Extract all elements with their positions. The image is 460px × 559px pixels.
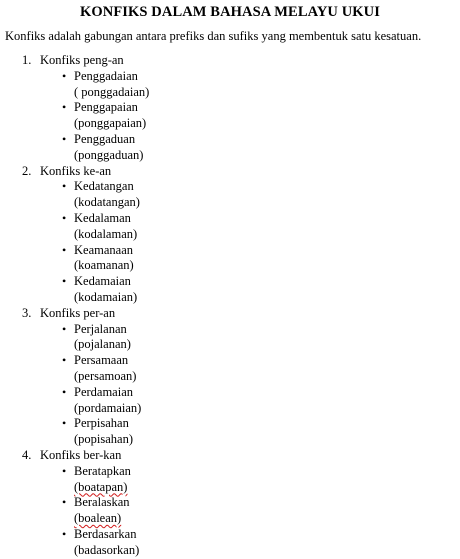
bullet-icon: • (62, 463, 67, 478)
item-word: Kedamaian (74, 274, 131, 289)
section-number: 3. (22, 305, 32, 320)
item-word: Perjalanan (74, 321, 127, 336)
item-word: Keamanaan (74, 242, 133, 257)
bullet-icon: • (62, 131, 67, 146)
spellcheck-squiggle: (boalean) (74, 511, 122, 526)
list-item (0, 100, 460, 132)
spellcheck-squiggle: (boatapan) (74, 479, 128, 494)
bullet-icon: • (62, 526, 67, 541)
item-ukui-word (74, 480, 460, 496)
item-ukui-word: (badasorkan) (74, 542, 140, 557)
item-ukui-word: (pordamaian) (74, 400, 142, 415)
bullet-icon: • (62, 242, 67, 257)
section-number: 4. (22, 447, 32, 462)
bullet-icon: • (62, 68, 67, 83)
list-item (0, 416, 460, 448)
list-item (0, 274, 460, 306)
list-item (0, 353, 460, 385)
bullet-icon: • (62, 384, 67, 399)
section-per-an (0, 306, 460, 448)
list-item (0, 385, 460, 417)
section-heading (0, 448, 460, 464)
list-item (0, 132, 460, 164)
section-number: 1. (22, 53, 32, 67)
list-item (0, 527, 460, 559)
item-ukui-word: (popisahan) (74, 432, 134, 447)
item-ukui-word: (koamanan) (74, 258, 134, 273)
item-ukui-word: (persamoan) (74, 368, 137, 383)
section-ke-an (0, 164, 460, 306)
konfiks-list (0, 53, 460, 559)
item-word: Kedatangan (74, 179, 134, 194)
section-number: 2. (22, 163, 32, 178)
item-ukui-word: (pojalanan) (74, 337, 131, 352)
item-word: Penggapaian (74, 100, 138, 115)
item-word: Beratapkan (74, 463, 131, 478)
list-item (0, 179, 460, 211)
item-ukui-word (74, 511, 460, 527)
bullet-icon: • (62, 179, 67, 194)
section-ber-kan (0, 448, 460, 559)
list-item (0, 322, 460, 354)
list-item (0, 211, 460, 243)
section-label: Konfiks ber-kan (40, 447, 122, 462)
section-heading (0, 53, 460, 69)
section-label: Konfiks peng-an (40, 53, 124, 67)
intro-paragraph: Konfiks adalah gabungan antara prefiks dan sufiks yang membentuk satu kesatuan. (5, 29, 422, 43)
bullet-icon: • (62, 210, 67, 225)
bullet-icon: • (62, 416, 67, 431)
bullet-icon: • (62, 353, 67, 368)
item-word: Persamaan (74, 353, 129, 368)
section-label: Konfiks per-an (40, 305, 116, 320)
item-ukui-word: (ponggaduan) (74, 147, 144, 162)
item-ukui-word: (kodalaman) (74, 226, 138, 241)
item-word: Beralaskan (74, 495, 130, 510)
bullet-icon: • (62, 321, 67, 336)
item-word: Kedalaman (74, 210, 131, 225)
section-heading (0, 306, 460, 322)
bullet-icon: • (62, 495, 67, 510)
item-ukui-word: (kodamaian) (74, 289, 138, 304)
item-ukui-word: ( ponggadaian) (74, 84, 150, 99)
item-ukui-word: (kodatangan) (74, 195, 140, 210)
section-label: Konfiks ke-an (40, 163, 112, 178)
list-item (0, 464, 460, 496)
list-item (0, 243, 460, 275)
section-heading (0, 164, 460, 180)
item-word: Penggadaian (74, 68, 138, 83)
list-item (0, 69, 460, 101)
item-ukui-word: (ponggapaian) (74, 116, 147, 131)
list-item (0, 495, 460, 527)
item-word: Perdamaian (74, 384, 134, 399)
item-word: Penggaduan (74, 131, 136, 146)
item-word: Perpisahan (74, 416, 129, 431)
bullet-icon: • (62, 100, 67, 115)
bullet-icon: • (62, 274, 67, 289)
item-word: Berdasarkan (74, 526, 137, 541)
section-peng-an (0, 53, 460, 164)
document-title: KONFIKS DALAM BAHASA MELAYU UKUI (80, 4, 380, 20)
